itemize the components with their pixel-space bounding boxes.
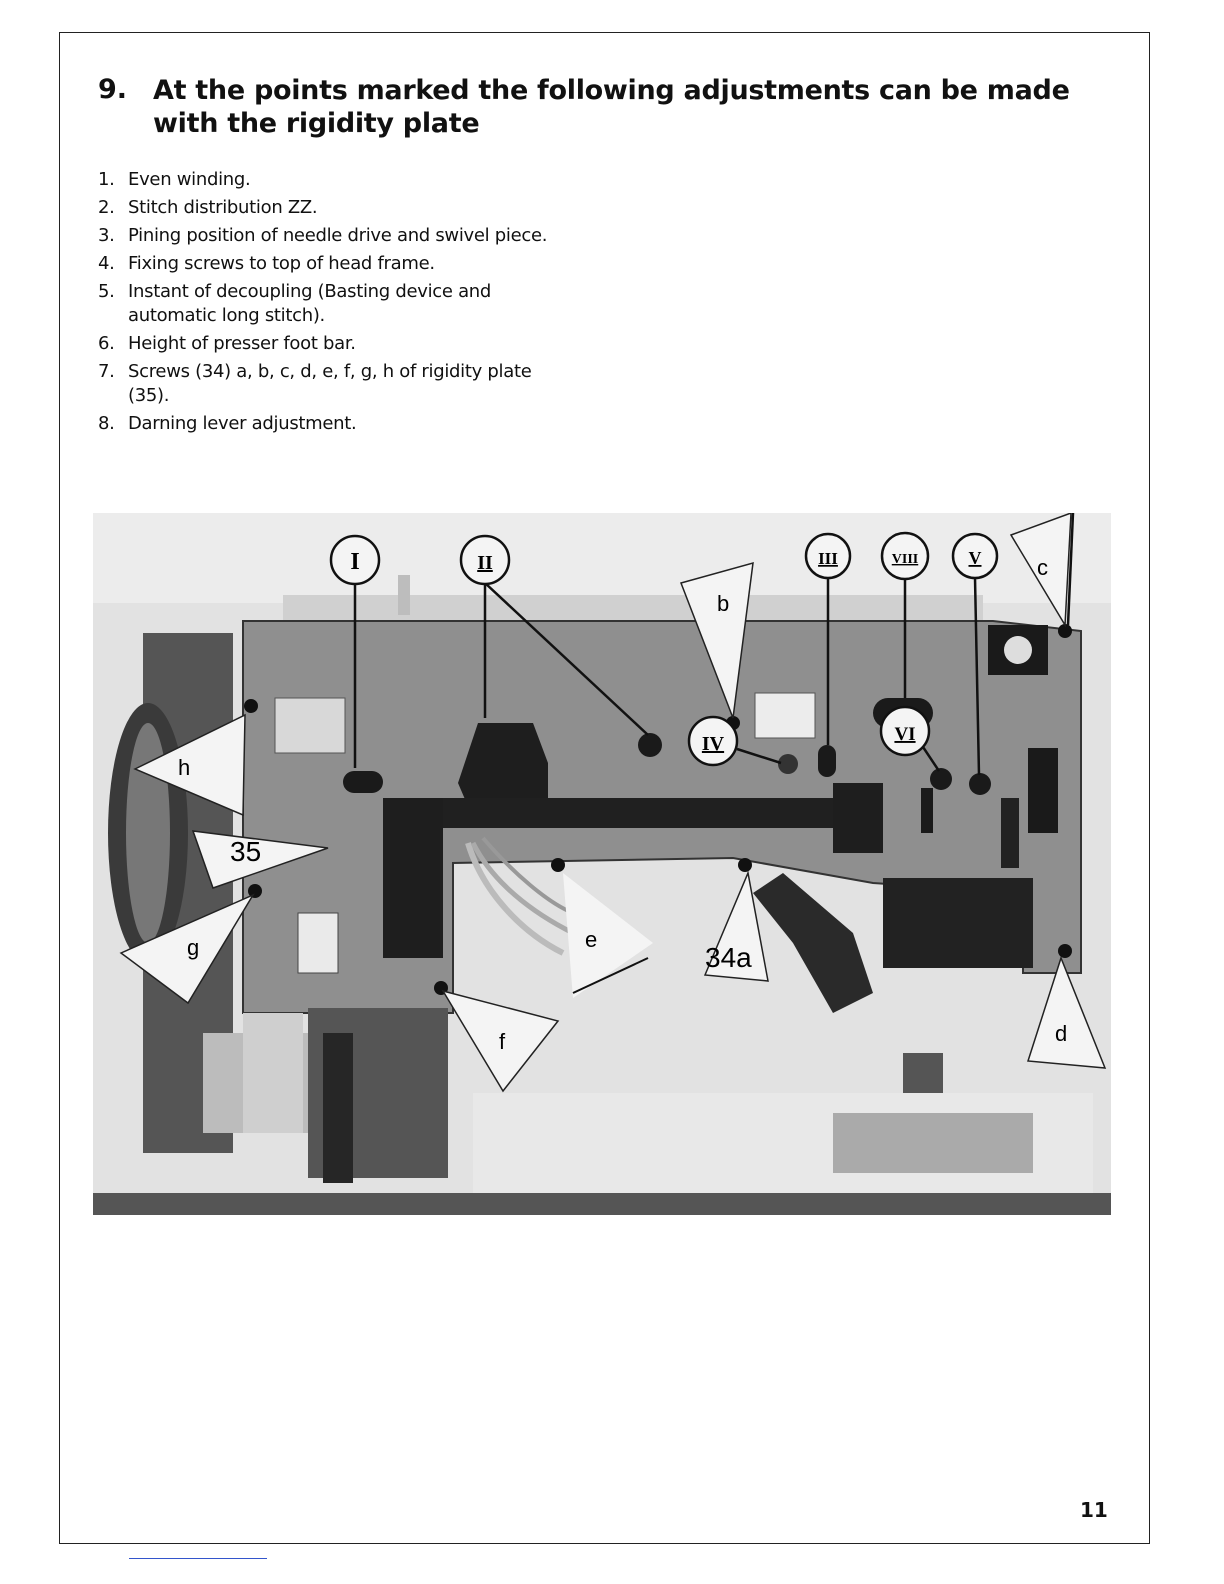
svg-text:III: III	[818, 549, 838, 568]
list-item: 2. Stitch distribution ZZ.	[98, 197, 318, 218]
screw-d	[1058, 944, 1072, 958]
heading-number: 9.	[98, 74, 128, 105]
callout-VI	[881, 707, 929, 755]
list-item: 6. Height of presser foot bar.	[98, 333, 356, 354]
callout-I	[331, 536, 379, 584]
svg-text:VI: VI	[894, 724, 916, 745]
callout-II	[461, 536, 509, 584]
callout-V	[953, 534, 997, 578]
callout-VIII	[882, 533, 928, 579]
heading-text: At the points marked the following adjustments can be made with the rigidity plate	[153, 75, 1070, 139]
adjustment-list	[98, 168, 568, 440]
label-d: d	[1055, 1021, 1068, 1046]
label-35: 35	[230, 836, 262, 867]
callout-III	[806, 534, 850, 578]
svg-text:I: I	[350, 549, 360, 575]
callout-IV	[689, 717, 737, 765]
list-item: 5. Instant of decoupling (Basting device and automatic long stitch).	[98, 281, 492, 326]
list-item: 4. Fixing screws to top of head frame.	[98, 253, 435, 274]
label-h: h	[178, 755, 191, 780]
label-e: e	[585, 927, 598, 952]
list-item: 1. Even winding.	[98, 169, 251, 190]
label-34a: 34a	[705, 942, 752, 973]
label-g: g	[187, 935, 200, 960]
screw-34a	[738, 858, 752, 872]
label-c: c	[1037, 555, 1048, 580]
page-number: 11	[1080, 1498, 1108, 1522]
footer-line	[129, 1558, 267, 1559]
machine-photo	[93, 513, 1111, 1215]
svg-text:IV: IV	[701, 733, 725, 755]
list-item: 7. Screws (34) a, b, c, d, e, f, g, h of rigidity plate (35).	[98, 361, 532, 406]
list-item: 8. Darning lever adjustment.	[98, 413, 357, 434]
label-f: f	[499, 1029, 506, 1054]
svg-text:VIII: VIII	[891, 552, 919, 567]
svg-text:V: V	[968, 548, 982, 568]
screw-h	[244, 699, 258, 713]
svg-text:II: II	[477, 552, 493, 574]
screw-e	[551, 858, 565, 872]
label-b: b	[717, 591, 730, 616]
list-item: 3. Pining position of needle drive and swivel piece.	[98, 225, 548, 246]
